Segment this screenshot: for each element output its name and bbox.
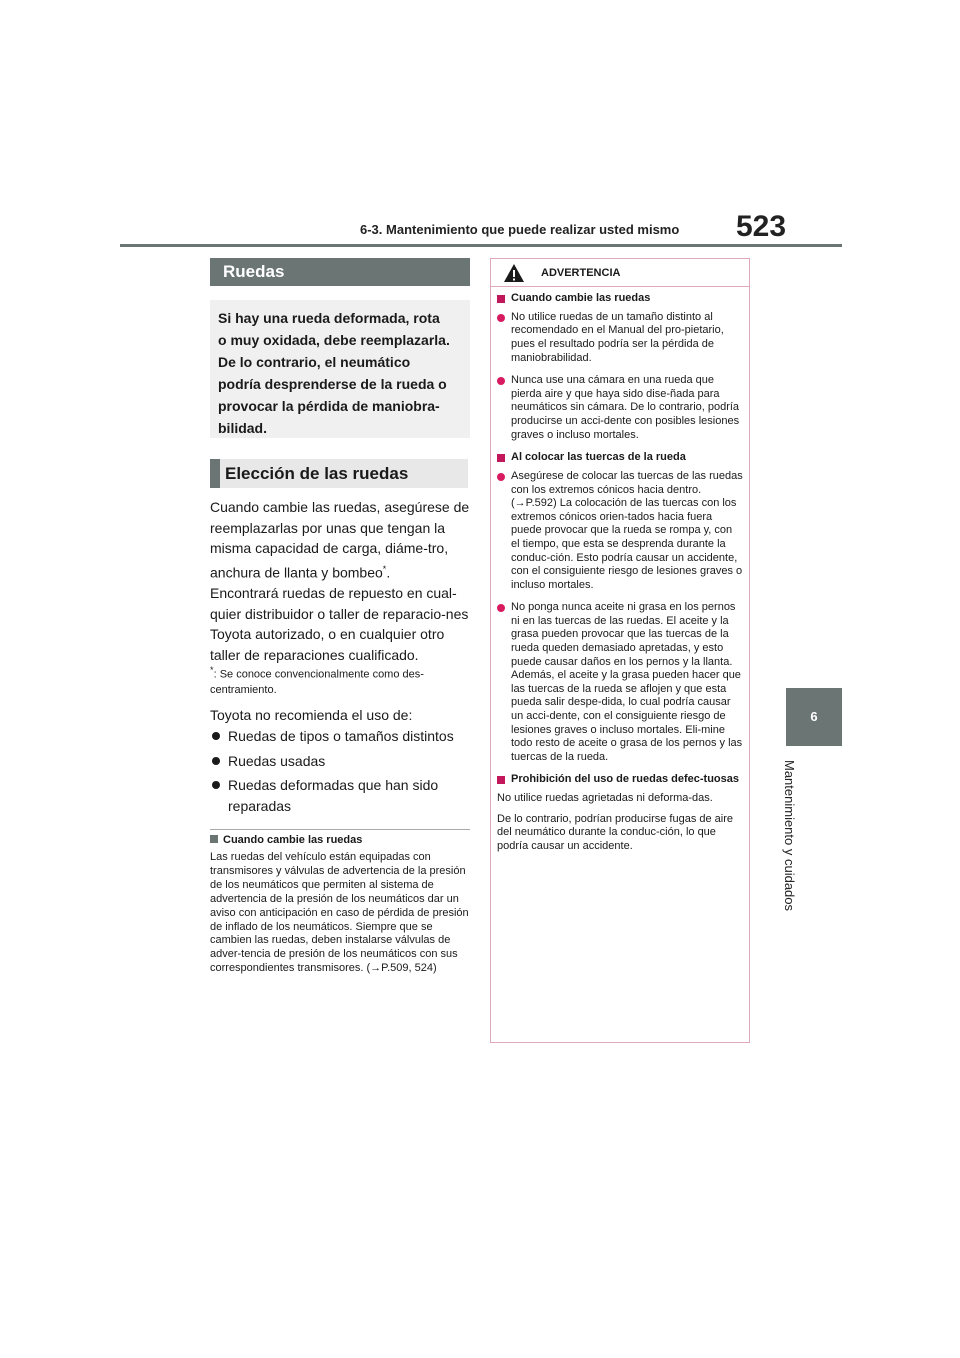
intro-line: podría desprenderse de la rueda o — [218, 376, 447, 392]
warning-item-text: Asegúrese de colocar las tuercas de las ruedas con los extremos cónicos hacia dentro. (→P.592) La colocación de las tuercas con los extremos cónicos orien-tados hacia fuera puede provocar que la rueda se rompa y, con el tiempo, que esta se desprenda durante la conduc-ción. Esto podría causar un accidente, con el consiguiente riesgo de lesiones graves o incluso mortales. — [511, 469, 743, 591]
paragraph-3: Toyota no recomienda el uso de: — [210, 707, 413, 723]
warning-paragraph: De lo contrario, podrían producirse fugas de aire del neumático durante la conduc-ción, lo que podría causar un accidente. — [497, 812, 734, 852]
warning-section-heading-text: Cuando cambie las ruedas — [511, 292, 651, 304]
bullet-icon — [497, 377, 505, 385]
paragraph-1-text: Cuando cambie las ruedas, asegúrese de reemplazarlas por unas que tengan la misma capacidad de carga, diáme-tro, anchura de llanta y bombeo — [210, 499, 470, 581]
warning-item-text: No ponga nunca aceite ni grasa en los pernos ni en las tuercas de las ruedas. El aceite y la grasa pueden provocar que las tuercas de la rueda queden demasiado apretadas, y esto puede causar daños en los pernos y la llanta. Además, el aceite y la grasa pueden hacer que las tuercas de la rueda se aflojen y que esta pueda salir despe-dida, lo cual podría causar un acci-dente, con el consiguiente riesgo de lesiones graves o incluso mortales. Eli-mine todo resto de aceite o grasa de los pernos y las tuercas de la rueda. — [511, 601, 743, 763]
footnote-text: : Se conoce convencionalmente como des-centramiento. — [210, 668, 424, 696]
intro-line: o muy oxidada, debe reemplazarla. — [218, 332, 450, 348]
intro-line: provocar la pérdida de maniobra- — [218, 398, 440, 414]
warning-item — [497, 374, 743, 442]
warning-section-heading — [497, 451, 743, 465]
footnote-mark: * — [210, 665, 214, 675]
header-divider — [120, 244, 842, 247]
intro-box — [210, 300, 470, 438]
footnote-marker: * — [382, 563, 387, 574]
warning-item — [497, 601, 743, 764]
chapter-tab-number: 6 — [786, 688, 842, 746]
bullet-icon — [212, 732, 220, 740]
paragraph-1-end: . — [386, 564, 391, 581]
list-item-text: Ruedas de tipos o tamaños distintos — [228, 728, 454, 744]
warning-paragraph: No utilice ruedas agrietadas ni deforma-das. — [497, 792, 713, 805]
chapter-tab-label — [770, 755, 810, 915]
warning-header — [491, 259, 749, 287]
chapter-tab-label-text: Mantenimiento y cuidados — [782, 759, 798, 911]
warning-item-text: Nunca use una cámara en una rueda que pierda aire y que haya sido dise-ñada para neumáticos sin cámara. De lo contrario, podría producirse un acci-dente con posibles lesiones graves o incluso mortales. — [511, 374, 740, 441]
list-item-text: Ruedas deformadas que han sido reparadas — [228, 777, 439, 814]
square-bullet-icon — [210, 835, 218, 843]
warning-section-heading-text: Prohibición del uso de ruedas defec-tuosas — [511, 773, 739, 786]
section-title: 6-3. Mantenimiento que puede realizar usted mismo — [360, 222, 680, 237]
bullet-icon — [497, 314, 505, 322]
warning-body — [491, 287, 749, 854]
info-divider — [210, 829, 470, 830]
list-item — [210, 751, 472, 772]
info-heading — [210, 834, 362, 846]
warning-section-heading — [497, 292, 743, 306]
square-bullet-icon — [497, 454, 505, 462]
bullet-icon — [212, 781, 220, 789]
intro-line: bilidad. — [218, 420, 267, 436]
warning-section-heading — [497, 773, 743, 787]
subsection-heading: Elección de las ruedas — [210, 459, 468, 488]
paragraph-1 — [210, 497, 472, 583]
footnote — [210, 663, 472, 698]
warning-section-heading-text: Al colocar las tuercas de la rueda — [511, 451, 686, 464]
warning-box — [490, 258, 750, 1043]
warning-title: ADVERTENCIA — [541, 266, 621, 279]
square-bullet-icon — [497, 295, 505, 303]
warning-item — [497, 311, 743, 365]
square-bullet-icon — [497, 776, 505, 784]
page-number: 523 — [736, 210, 787, 243]
list-item-text: Ruedas usadas — [228, 752, 326, 769]
info-heading-text: Cuando cambie las ruedas — [223, 834, 363, 846]
intro-line: De lo contrario, el neumático — [218, 354, 411, 370]
bullet-icon — [212, 757, 220, 765]
warning-item-text: No utilice ruedas de un tamaño distinto al recomendado en el Manual del pro-pietario, pues el resultado podría ser la pérdida de maniobrabilidad. — [511, 310, 724, 364]
bullet-list — [210, 726, 472, 820]
bullet-icon — [497, 604, 505, 612]
page-heading: Ruedas — [210, 258, 470, 286]
list-item — [210, 775, 472, 816]
list-item — [210, 726, 472, 747]
intro-line: Si hay una rueda deformada, rota — [218, 310, 440, 326]
warning-item — [497, 470, 743, 592]
info-paragraph: Las ruedas del vehículo están equipadas con transmisores y válvulas de advertencia de la presión de los neumáticos que permiten al sistema de advertencia de la presión de los neumáticos dar un aviso con anticipación en caso de pérdida de presión de inflado de los neumáticos. Siempre que se cambien las ruedas, deben instalarse válvulas de adver-tencia de presión de los neumáticos con sus correspondientes transmisores. (→P.509, 524) — [210, 851, 469, 975]
bullet-icon — [497, 473, 505, 481]
paragraph-2: Encontrará ruedas de repuesto en cual-quier distribuidor o taller de reparacio-nes Toyota autorizado, o en cualquier otro taller de reparaciones cualificado. — [210, 585, 469, 663]
warning-triangle-icon — [503, 263, 525, 283]
